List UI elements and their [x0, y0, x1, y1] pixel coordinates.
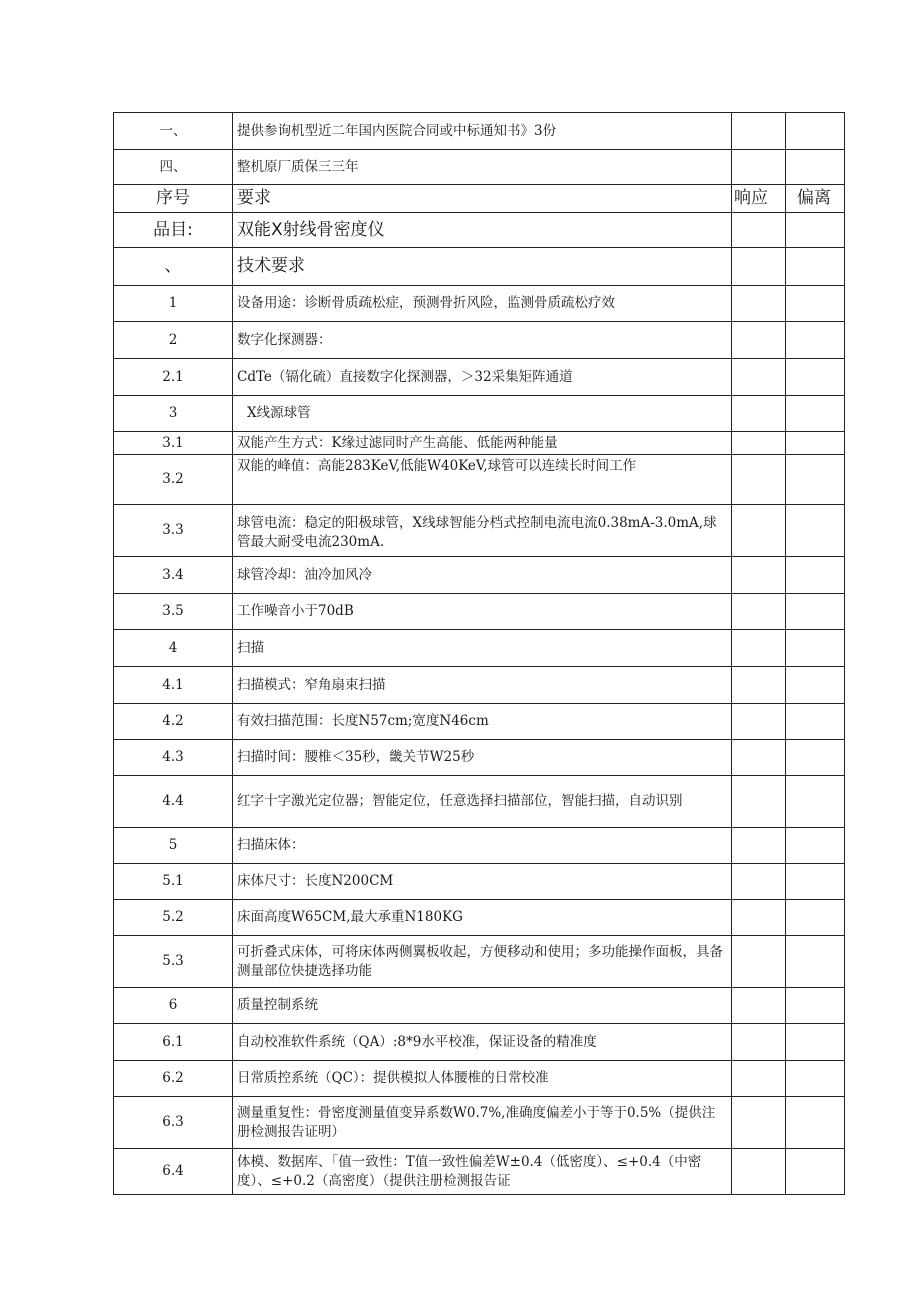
row-requirement: 球管电流：稳定的阳极球管，X线球智能分档式控制电流电流0.38mA-3.0mA,球管最大耐受电流230mA. — [233, 505, 732, 557]
row-requirement: 扫描床体： — [233, 828, 732, 864]
response-cell[interactable] — [732, 594, 786, 630]
row-requirement: 自动校准软件系统（QA）:8*9水平校准，保证设备的精准度 — [233, 1024, 732, 1061]
row-index: 4.2 — [114, 704, 233, 740]
deviation-cell[interactable] — [786, 286, 845, 322]
response-cell[interactable] — [732, 557, 786, 594]
response-cell[interactable] — [732, 396, 786, 432]
product-label: 品目: — [114, 213, 233, 248]
table-header-row — [114, 185, 845, 213]
response-cell[interactable] — [732, 505, 786, 557]
row-index: 一、 — [114, 113, 233, 150]
row-requirement: 整机原厂质保三三年 — [233, 150, 732, 185]
deviation-cell[interactable] — [786, 630, 845, 667]
deviation-cell[interactable] — [786, 667, 845, 704]
table-row — [114, 900, 845, 936]
response-cell[interactable] — [732, 455, 786, 505]
row-requirement: X线源球管 — [233, 396, 732, 432]
deviation-cell[interactable] — [786, 776, 845, 828]
table-row — [114, 1024, 845, 1061]
requirements-table — [113, 112, 845, 1195]
header-index: 序号 — [114, 185, 233, 213]
table-row — [114, 1061, 845, 1097]
table-row — [114, 864, 845, 900]
row-index: 1 — [114, 286, 233, 322]
row-requirement: 质量控制系统 — [233, 988, 732, 1024]
section-title: 技术要求 — [233, 248, 732, 286]
row-index: 4.4 — [114, 776, 233, 828]
row-index: 3.1 — [114, 432, 233, 455]
response-cell[interactable] — [732, 864, 786, 900]
response-cell[interactable] — [732, 828, 786, 864]
row-index: 4.3 — [114, 740, 233, 776]
table-row — [114, 150, 845, 185]
table-row — [114, 776, 845, 828]
deviation-cell[interactable] — [786, 359, 845, 396]
row-requirement: 工作噪音小于70dB — [233, 594, 732, 630]
deviation-cell[interactable] — [786, 988, 845, 1024]
deviation-cell[interactable] — [786, 396, 845, 432]
table-row — [114, 505, 845, 557]
row-requirement: 测量重复性：骨密度测量值变异系数W0.7%,准确度偏差小于等于0.5%（提供注册检测报告证明） — [233, 1097, 732, 1149]
deviation-cell[interactable] — [786, 455, 845, 505]
table-row — [114, 359, 845, 396]
response-cell[interactable] — [732, 704, 786, 740]
row-index: 3.4 — [114, 557, 233, 594]
row-index: 6.2 — [114, 1061, 233, 1097]
row-index: 3.3 — [114, 505, 233, 557]
response-cell[interactable] — [732, 1149, 786, 1195]
row-index: 6.1 — [114, 1024, 233, 1061]
deviation-cell[interactable] — [786, 740, 845, 776]
row-requirement: 可折叠式床体，可将床体两侧翼板收起，方便移动和使用；多功能操作面板，具备测量部位快捷选择功能 — [233, 936, 732, 988]
row-requirement: CdTe（镉化硫）直接数字化探测器，＞32采集矩阵通道 — [233, 359, 732, 396]
response-cell[interactable] — [732, 776, 786, 828]
row-requirement: 床体尺寸：长度N200CM — [233, 864, 732, 900]
table-row — [114, 286, 845, 322]
row-requirement: 球管冷却：油冷加风冷 — [233, 557, 732, 594]
response-cell[interactable] — [732, 113, 786, 150]
table-row — [114, 740, 845, 776]
row-requirement: 红字十字激光定位器；智能定位，任意选择扫描部位，智能扫描，自动识别 — [233, 776, 732, 828]
deviation-cell[interactable] — [786, 1149, 845, 1195]
row-requirement: 数字化探测器： — [233, 322, 732, 359]
response-cell[interactable] — [732, 936, 786, 988]
row-index: 4.1 — [114, 667, 233, 704]
response-cell[interactable] — [732, 900, 786, 936]
row-index: 6.4 — [114, 1149, 233, 1195]
row-index: 四、 — [114, 150, 233, 185]
row-index: 6.3 — [114, 1097, 233, 1149]
deviation-cell[interactable] — [786, 704, 845, 740]
deviation-cell[interactable] — [786, 213, 845, 248]
deviation-cell[interactable] — [786, 432, 845, 455]
table-row — [114, 936, 845, 988]
section-row — [114, 248, 845, 286]
table-row — [114, 828, 845, 864]
table-row — [114, 667, 845, 704]
deviation-cell[interactable] — [786, 322, 845, 359]
deviation-cell[interactable] — [786, 828, 845, 864]
product-name: 双能X射线骨密度仪 — [233, 213, 732, 248]
response-cell[interactable] — [732, 213, 786, 248]
row-index: 2.1 — [114, 359, 233, 396]
row-requirement: 扫描时间：腰椎＜35秒，畿关节W25秒 — [233, 740, 732, 776]
response-cell[interactable] — [732, 1097, 786, 1149]
deviation-cell[interactable] — [786, 557, 845, 594]
row-requirement: 扫描 — [233, 630, 732, 667]
deviation-cell[interactable] — [786, 113, 845, 150]
row-index: 5 — [114, 828, 233, 864]
row-requirement: 体模、数据库、「值一致性：T值一致性偏差W±0.4（低密度）、≤+0.4（中密度）、≤+0.2（高密度）（提供注册检测报告证 — [233, 1149, 732, 1195]
header-response: 响应 — [732, 185, 786, 213]
row-requirement: 设备用途：诊断骨质疏松症，预测骨折风险，监测骨质疏松疗效 — [233, 286, 732, 322]
table-row — [114, 988, 845, 1024]
response-cell[interactable] — [732, 286, 786, 322]
deviation-cell[interactable] — [786, 1097, 845, 1149]
row-index: 3 — [114, 396, 233, 432]
table-row — [114, 704, 845, 740]
header-requirement: 要求 — [233, 185, 732, 213]
table-row — [114, 322, 845, 359]
product-row — [114, 213, 845, 248]
deviation-cell[interactable] — [786, 936, 845, 988]
deviation-cell[interactable] — [786, 1024, 845, 1061]
deviation-cell[interactable] — [786, 864, 845, 900]
header-deviation: 偏离 — [786, 185, 845, 213]
response-cell[interactable] — [732, 432, 786, 455]
response-cell[interactable] — [732, 359, 786, 396]
deviation-cell[interactable] — [786, 248, 845, 286]
row-index: 3.5 — [114, 594, 233, 630]
row-requirement: 双能的峰值：高能283KeV,低能W40KeV,球管可以连续长时间工作 — [233, 455, 732, 505]
table-row — [114, 432, 845, 455]
table-row — [114, 557, 845, 594]
table-row — [114, 396, 845, 432]
response-cell[interactable] — [732, 322, 786, 359]
row-index: 4 — [114, 630, 233, 667]
table-row — [114, 113, 845, 150]
row-requirement: 有效扫描范围：长度N57cm;宽度N46cm — [233, 704, 732, 740]
row-index: 2 — [114, 322, 233, 359]
response-cell[interactable] — [732, 248, 786, 286]
row-requirement: 日常质控系统（QC）：提供模拟人体腰椎的日常校准 — [233, 1061, 732, 1097]
row-index: 5.3 — [114, 936, 233, 988]
table-row — [114, 630, 845, 667]
table-row — [114, 594, 845, 630]
row-requirement: 扫描模式：窄角扇束扫描 — [233, 667, 732, 704]
row-requirement: 双能产生方式：K缘过滤同时产生高能、低能两种能量 — [233, 432, 732, 455]
section-index: 、 — [114, 248, 233, 286]
deviation-cell[interactable] — [786, 900, 845, 936]
deviation-cell[interactable] — [786, 150, 845, 185]
table-row — [114, 1149, 845, 1195]
row-requirement: 提供参询机型近二年国内医院合同或中标通知书》3份 — [233, 113, 732, 150]
row-index: 5.2 — [114, 900, 233, 936]
response-cell[interactable] — [732, 150, 786, 185]
row-requirement: 床面高度W65CM,最大承重N180KG — [233, 900, 732, 936]
response-cell[interactable] — [732, 988, 786, 1024]
deviation-cell[interactable] — [786, 1061, 845, 1097]
table-row — [114, 455, 845, 505]
response-cell[interactable] — [732, 1061, 786, 1097]
response-cell[interactable] — [732, 740, 786, 776]
row-index: 3.2 — [114, 455, 233, 505]
table-row — [114, 1097, 845, 1149]
row-index: 6 — [114, 988, 233, 1024]
response-cell[interactable] — [732, 1024, 786, 1061]
row-index: 5.1 — [114, 864, 233, 900]
deviation-cell[interactable] — [786, 594, 845, 630]
response-cell[interactable] — [732, 667, 786, 704]
response-cell[interactable] — [732, 630, 786, 667]
deviation-cell[interactable] — [786, 505, 845, 557]
